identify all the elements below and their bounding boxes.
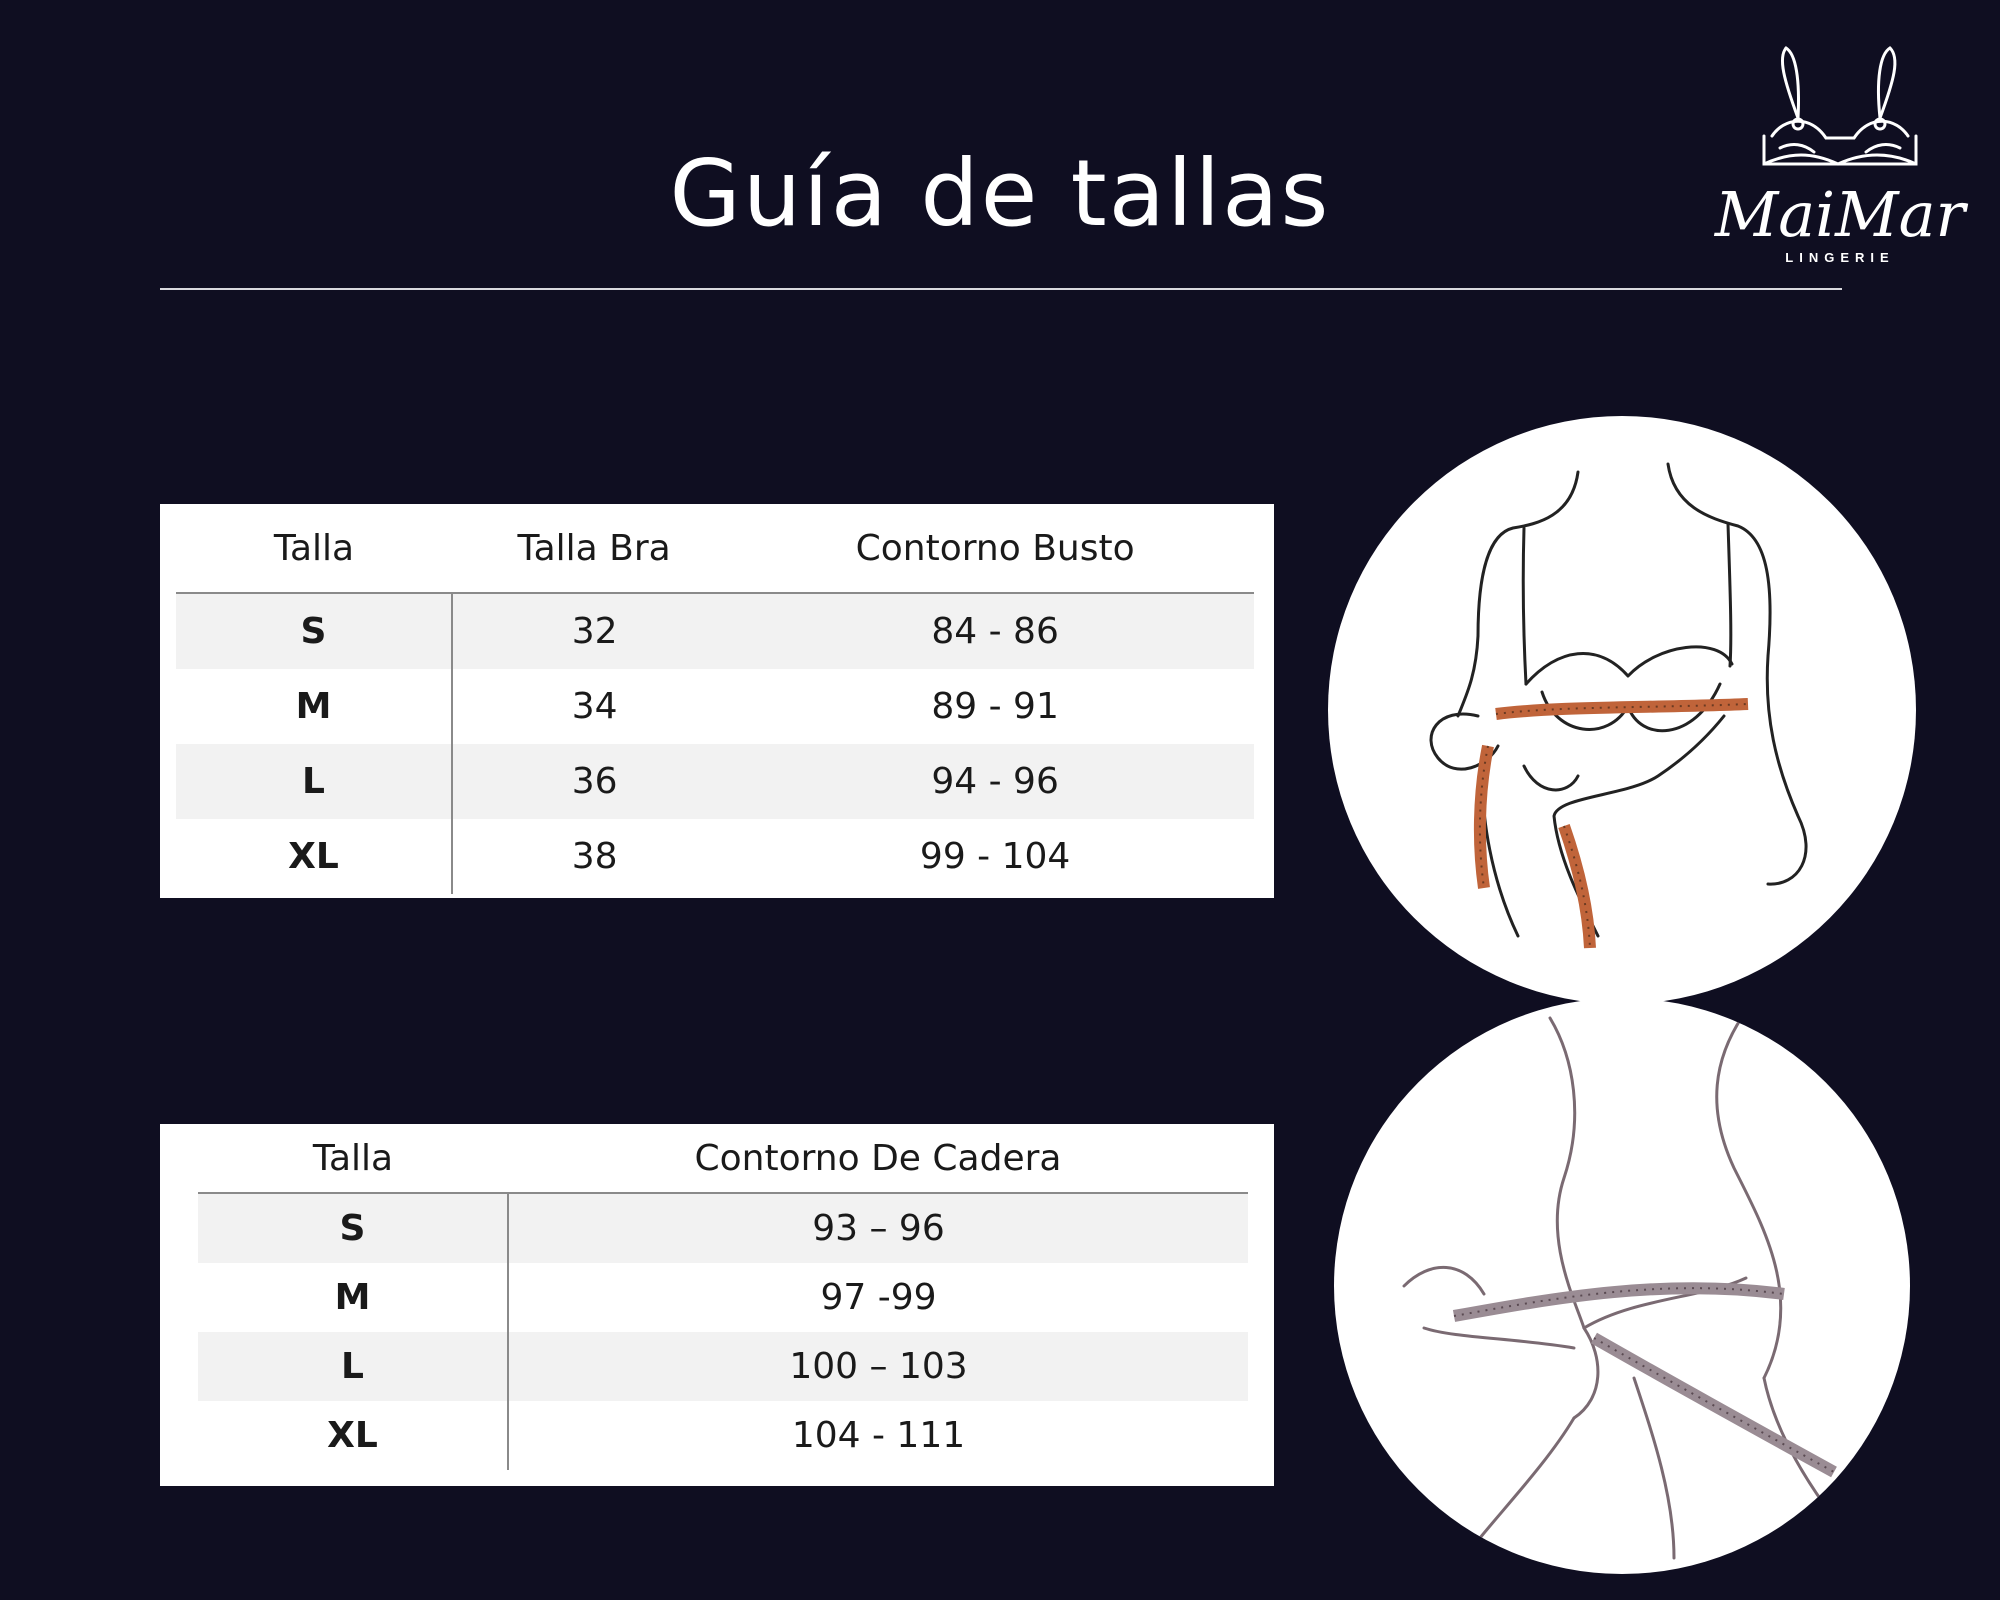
table-row — [198, 1401, 1248, 1470]
col-header-hip: Contorno De Cadera — [508, 1124, 1248, 1193]
table-row — [176, 819, 1254, 894]
col-header-size: Talla — [176, 504, 452, 593]
lingerie-bra-logo-icon — [1700, 40, 1980, 190]
hip-cell: 93 – 96 — [508, 1193, 1248, 1263]
size-cell: M — [176, 669, 452, 744]
size-cell: XL — [176, 819, 452, 894]
bust-cell: 94 - 96 — [736, 744, 1254, 819]
size-cell: L — [198, 1332, 508, 1401]
hip-cell: 97 -99 — [820, 1277, 937, 1318]
table-row — [198, 1193, 1248, 1263]
hip-cell: 104 - 111 — [791, 1415, 966, 1456]
table-header-row — [198, 1124, 1248, 1193]
table-header-row — [176, 504, 1254, 593]
bust-measuring-illustration — [1328, 416, 1916, 1004]
bust-illustration-svg — [1328, 416, 1916, 1004]
col-header-bra-size: Talla Bra — [452, 504, 736, 593]
col-header-size: Talla — [198, 1124, 508, 1193]
table-row — [198, 1263, 1248, 1332]
size-cell: S — [176, 593, 452, 669]
table-row — [198, 1332, 1248, 1401]
hip-illustration-svg — [1334, 998, 1910, 1574]
table-row — [176, 593, 1254, 669]
col-header-bust: Contorno Busto — [736, 504, 1254, 593]
table-row — [176, 669, 1254, 744]
bra-cell: 34 — [571, 686, 618, 727]
bust-size-table — [160, 504, 1274, 898]
size-cell: XL — [198, 1401, 508, 1470]
bust-cell: 89 - 91 — [931, 686, 1059, 727]
table-row — [176, 744, 1254, 819]
title-divider — [160, 288, 1842, 290]
bra-cell: 36 — [452, 744, 736, 819]
size-cell: S — [198, 1193, 508, 1263]
bust-cell: 84 - 86 — [736, 593, 1254, 669]
hip-measuring-illustration — [1334, 998, 1910, 1574]
brand-logo — [1700, 40, 1980, 280]
page-title: Guía de tallas — [669, 140, 1331, 247]
bra-cell: 32 — [452, 593, 736, 669]
size-cell: M — [198, 1263, 508, 1332]
hip-cell: 100 – 103 — [508, 1332, 1248, 1401]
brand-name: MaiMar — [1714, 178, 1966, 251]
bust-cell: 99 - 104 — [919, 836, 1071, 877]
brand-subtitle: LINGERIE — [1785, 250, 1895, 265]
hip-size-table — [160, 1124, 1274, 1486]
size-cell: L — [176, 744, 452, 819]
bra-cell: 38 — [571, 836, 618, 877]
